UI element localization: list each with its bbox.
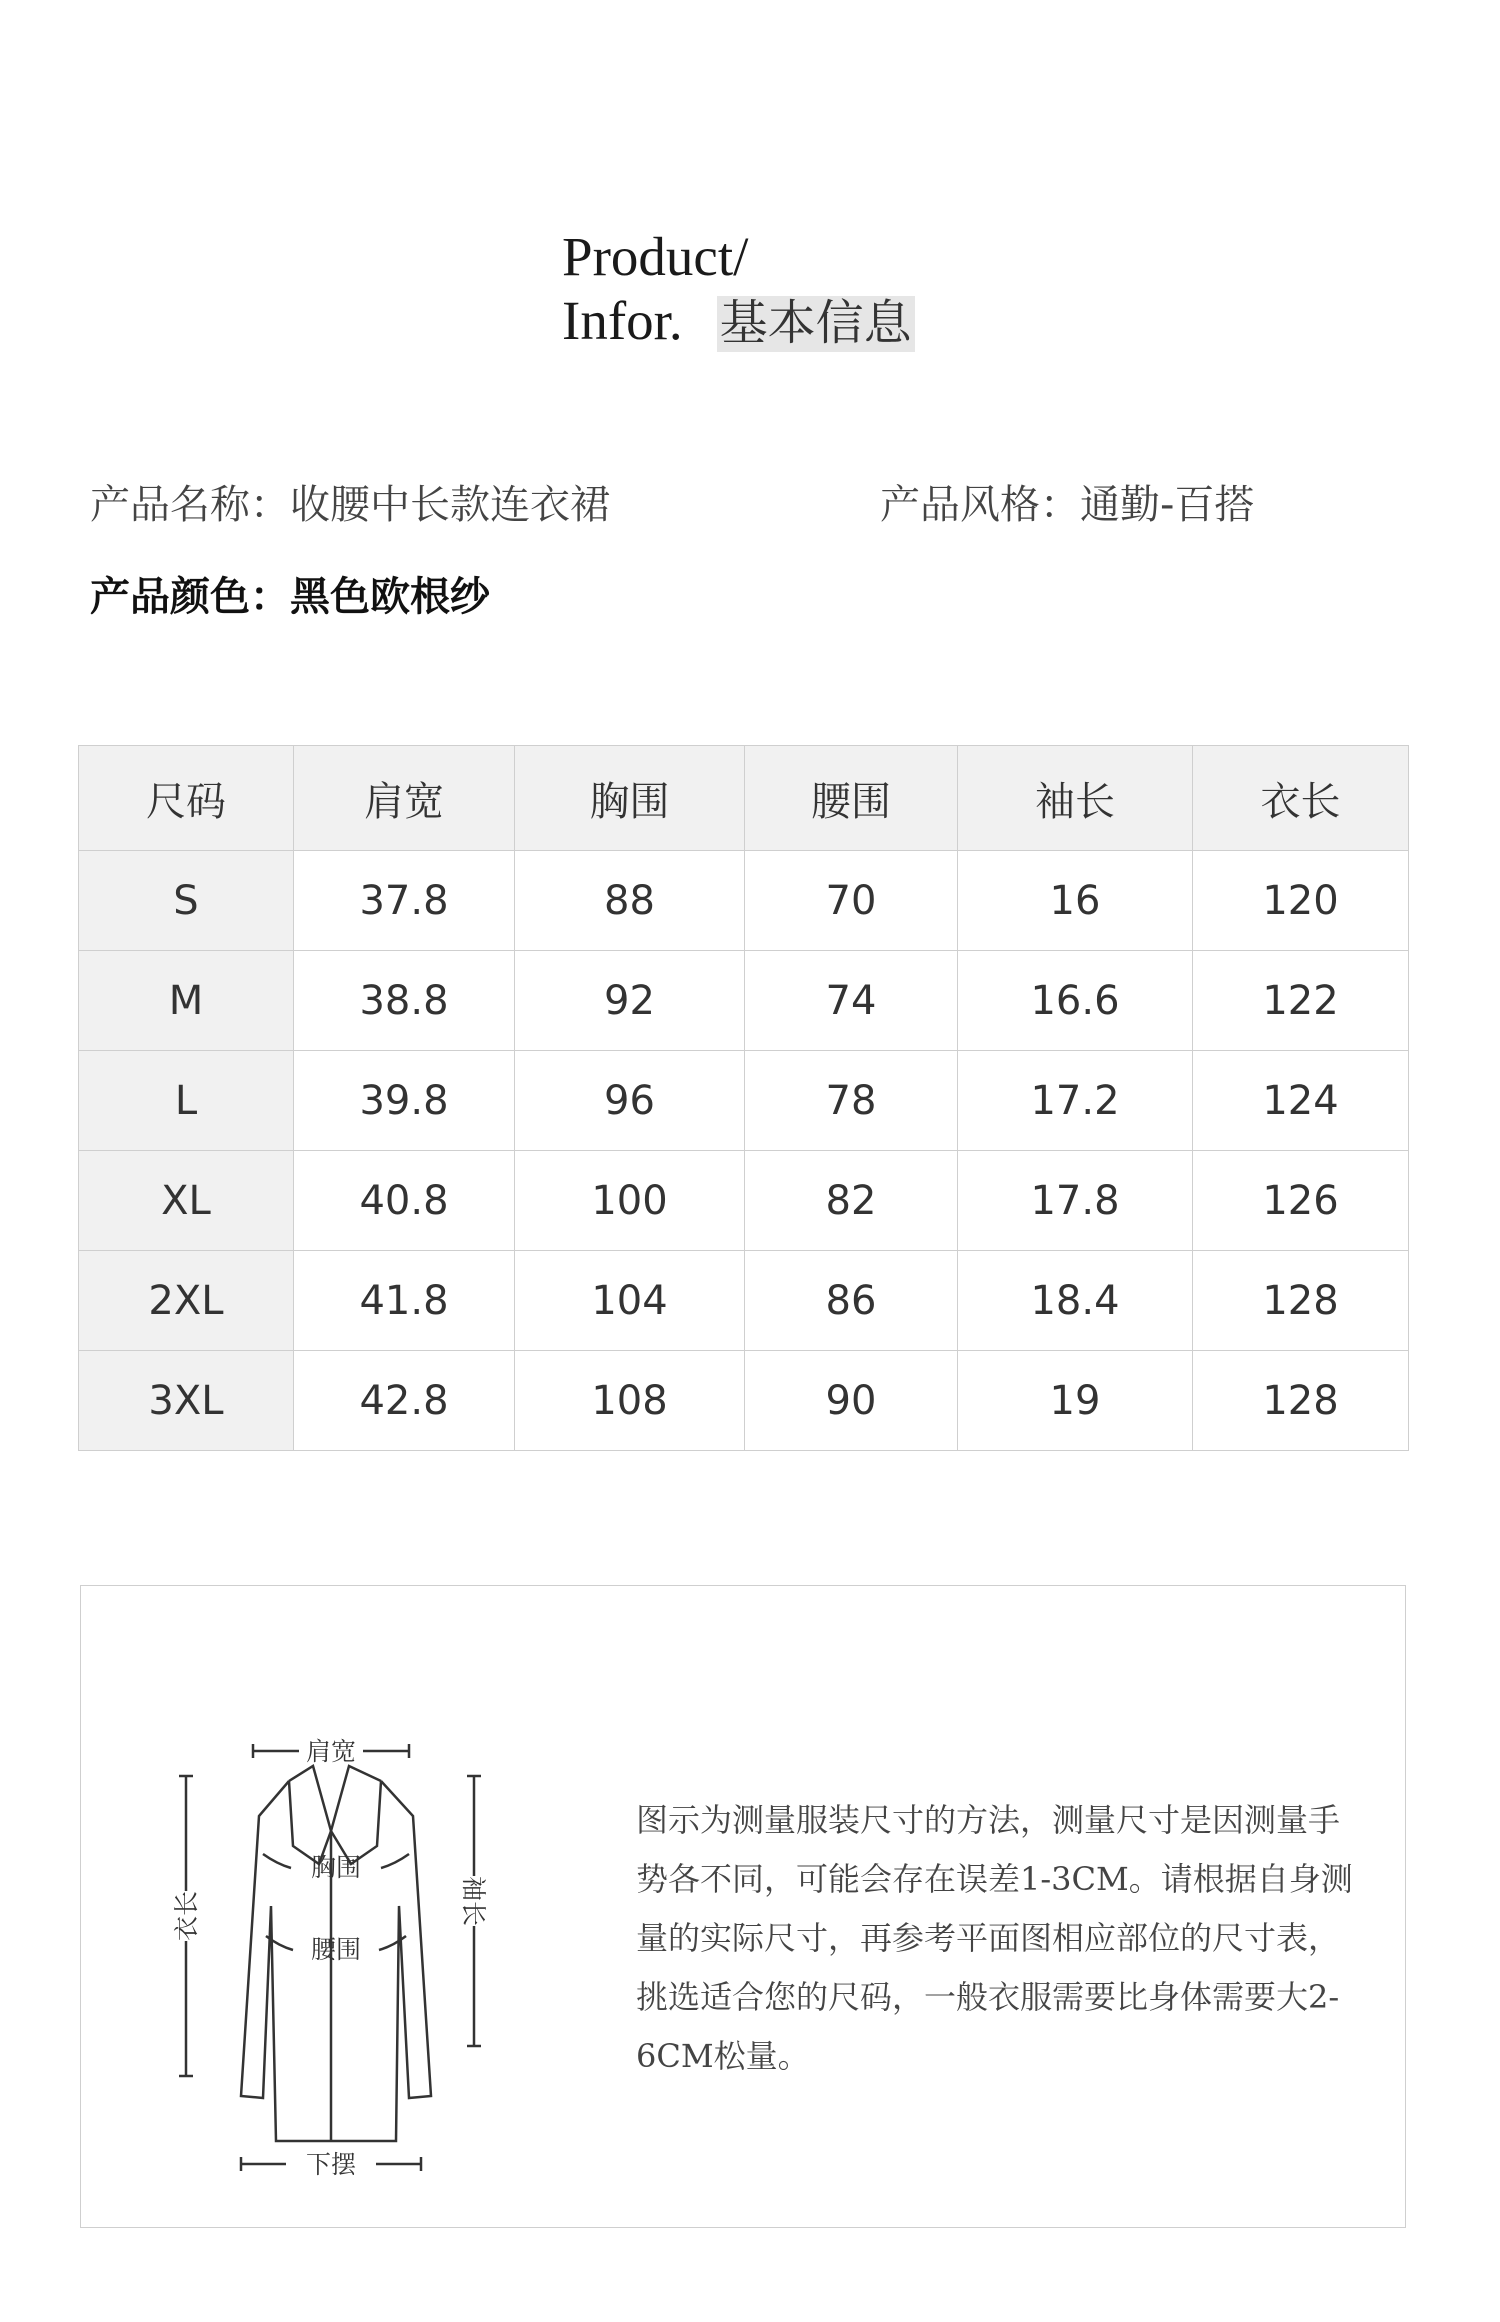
product-color-value: 黑色欧根纱 [290,574,490,620]
table-cell: 100 [515,1151,745,1251]
table-cell: 88 [515,851,745,951]
header-title-cn: 基本信息 [717,296,915,352]
table-cell: 96 [515,1051,745,1151]
product-name [90,473,610,530]
table-cell: 18.4 [958,1251,1193,1351]
header-cell-shoulder: 肩宽 [294,746,515,851]
table-cell: 104 [515,1251,745,1351]
header-title-row [562,289,915,353]
table-cell: 92 [515,951,745,1051]
size-cell: XL [79,1151,294,1251]
measurement-note: 图示为测量服装尺寸的方法，测量尺寸是因测量手势各不同，可能会存在误差1-3CM。请根据自身测量的实际尺寸，再参考平面图相应部位的尺寸表，挑选适合您的尺码，一般衣服需要比身体需要大2-6CM松量。 [636,1801,1353,2075]
product-style-label: 产品风格： [880,482,1080,528]
diagram-label-hem: 下摆 [305,2150,357,2176]
section-header [562,225,915,353]
diagram-label-shoulder: 肩宽 [305,1737,357,1766]
table-cell: 16 [958,851,1193,951]
table-row [79,851,1409,951]
header-cell-size: 尺码 [79,746,294,851]
table-cell: 37.8 [294,851,515,951]
table-cell: 17.2 [958,1051,1193,1151]
header-cell-waist: 腰围 [745,746,958,851]
product-name-value: 收腰中长款连衣裙 [290,482,610,528]
diagram-label-chest: 胸围 [310,1853,362,1882]
table-row [79,1051,1409,1151]
table-cell: 120 [1193,851,1409,951]
table-cell: 128 [1193,1351,1409,1451]
size-cell: 2XL [79,1251,294,1351]
table-row [79,1351,1409,1451]
header-cell-length: 衣长 [1193,746,1409,851]
size-cell: 3XL [79,1351,294,1451]
table-cell: 78 [745,1051,958,1151]
table-row [79,1251,1409,1351]
product-name-label: 产品名称： [90,482,290,528]
size-cell: M [79,951,294,1051]
product-style [880,473,1254,530]
size-table [78,745,1409,1451]
table-cell: 16.6 [958,951,1193,1051]
table-cell: 124 [1193,1051,1409,1151]
table-row [79,951,1409,1051]
table-cell: 38.8 [294,951,515,1051]
table-cell: 17.8 [958,1151,1193,1251]
measurement-guide [80,1585,1406,2228]
table-cell: 90 [745,1351,958,1451]
header-cell-chest: 胸围 [515,746,745,851]
header-title-en-line2: Infor. [562,290,683,351]
table-cell: 19 [958,1351,1193,1451]
table-cell: 39.8 [294,1051,515,1151]
product-color-label: 产品颜色： [90,574,290,620]
size-cell: L [79,1051,294,1151]
table-cell: 82 [745,1151,958,1251]
size-table-header-row [79,746,1409,851]
garment-measurement-diagram [141,1636,521,2176]
size-cell: S [79,851,294,951]
table-cell: 86 [745,1251,958,1351]
diagram-label-length: 衣长 [172,1890,201,1942]
table-cell: 128 [1193,1251,1409,1351]
table-cell: 74 [745,951,958,1051]
table-row [79,1151,1409,1251]
diagram-label-sleeve: 袖长 [459,1875,488,1927]
table-cell: 41.8 [294,1251,515,1351]
table-cell: 40.8 [294,1151,515,1251]
table-cell: 70 [745,851,958,951]
table-cell: 122 [1193,951,1409,1051]
product-style-value: 通勤-百搭 [1080,482,1255,528]
table-cell: 42.8 [294,1351,515,1451]
diagram-label-waist: 腰围 [310,1935,362,1964]
product-color [90,565,490,622]
table-cell: 108 [515,1351,745,1451]
header-title-en-line1: Product/ [562,226,749,287]
table-cell: 126 [1193,1151,1409,1251]
header-cell-sleeve: 袖长 [958,746,1193,851]
